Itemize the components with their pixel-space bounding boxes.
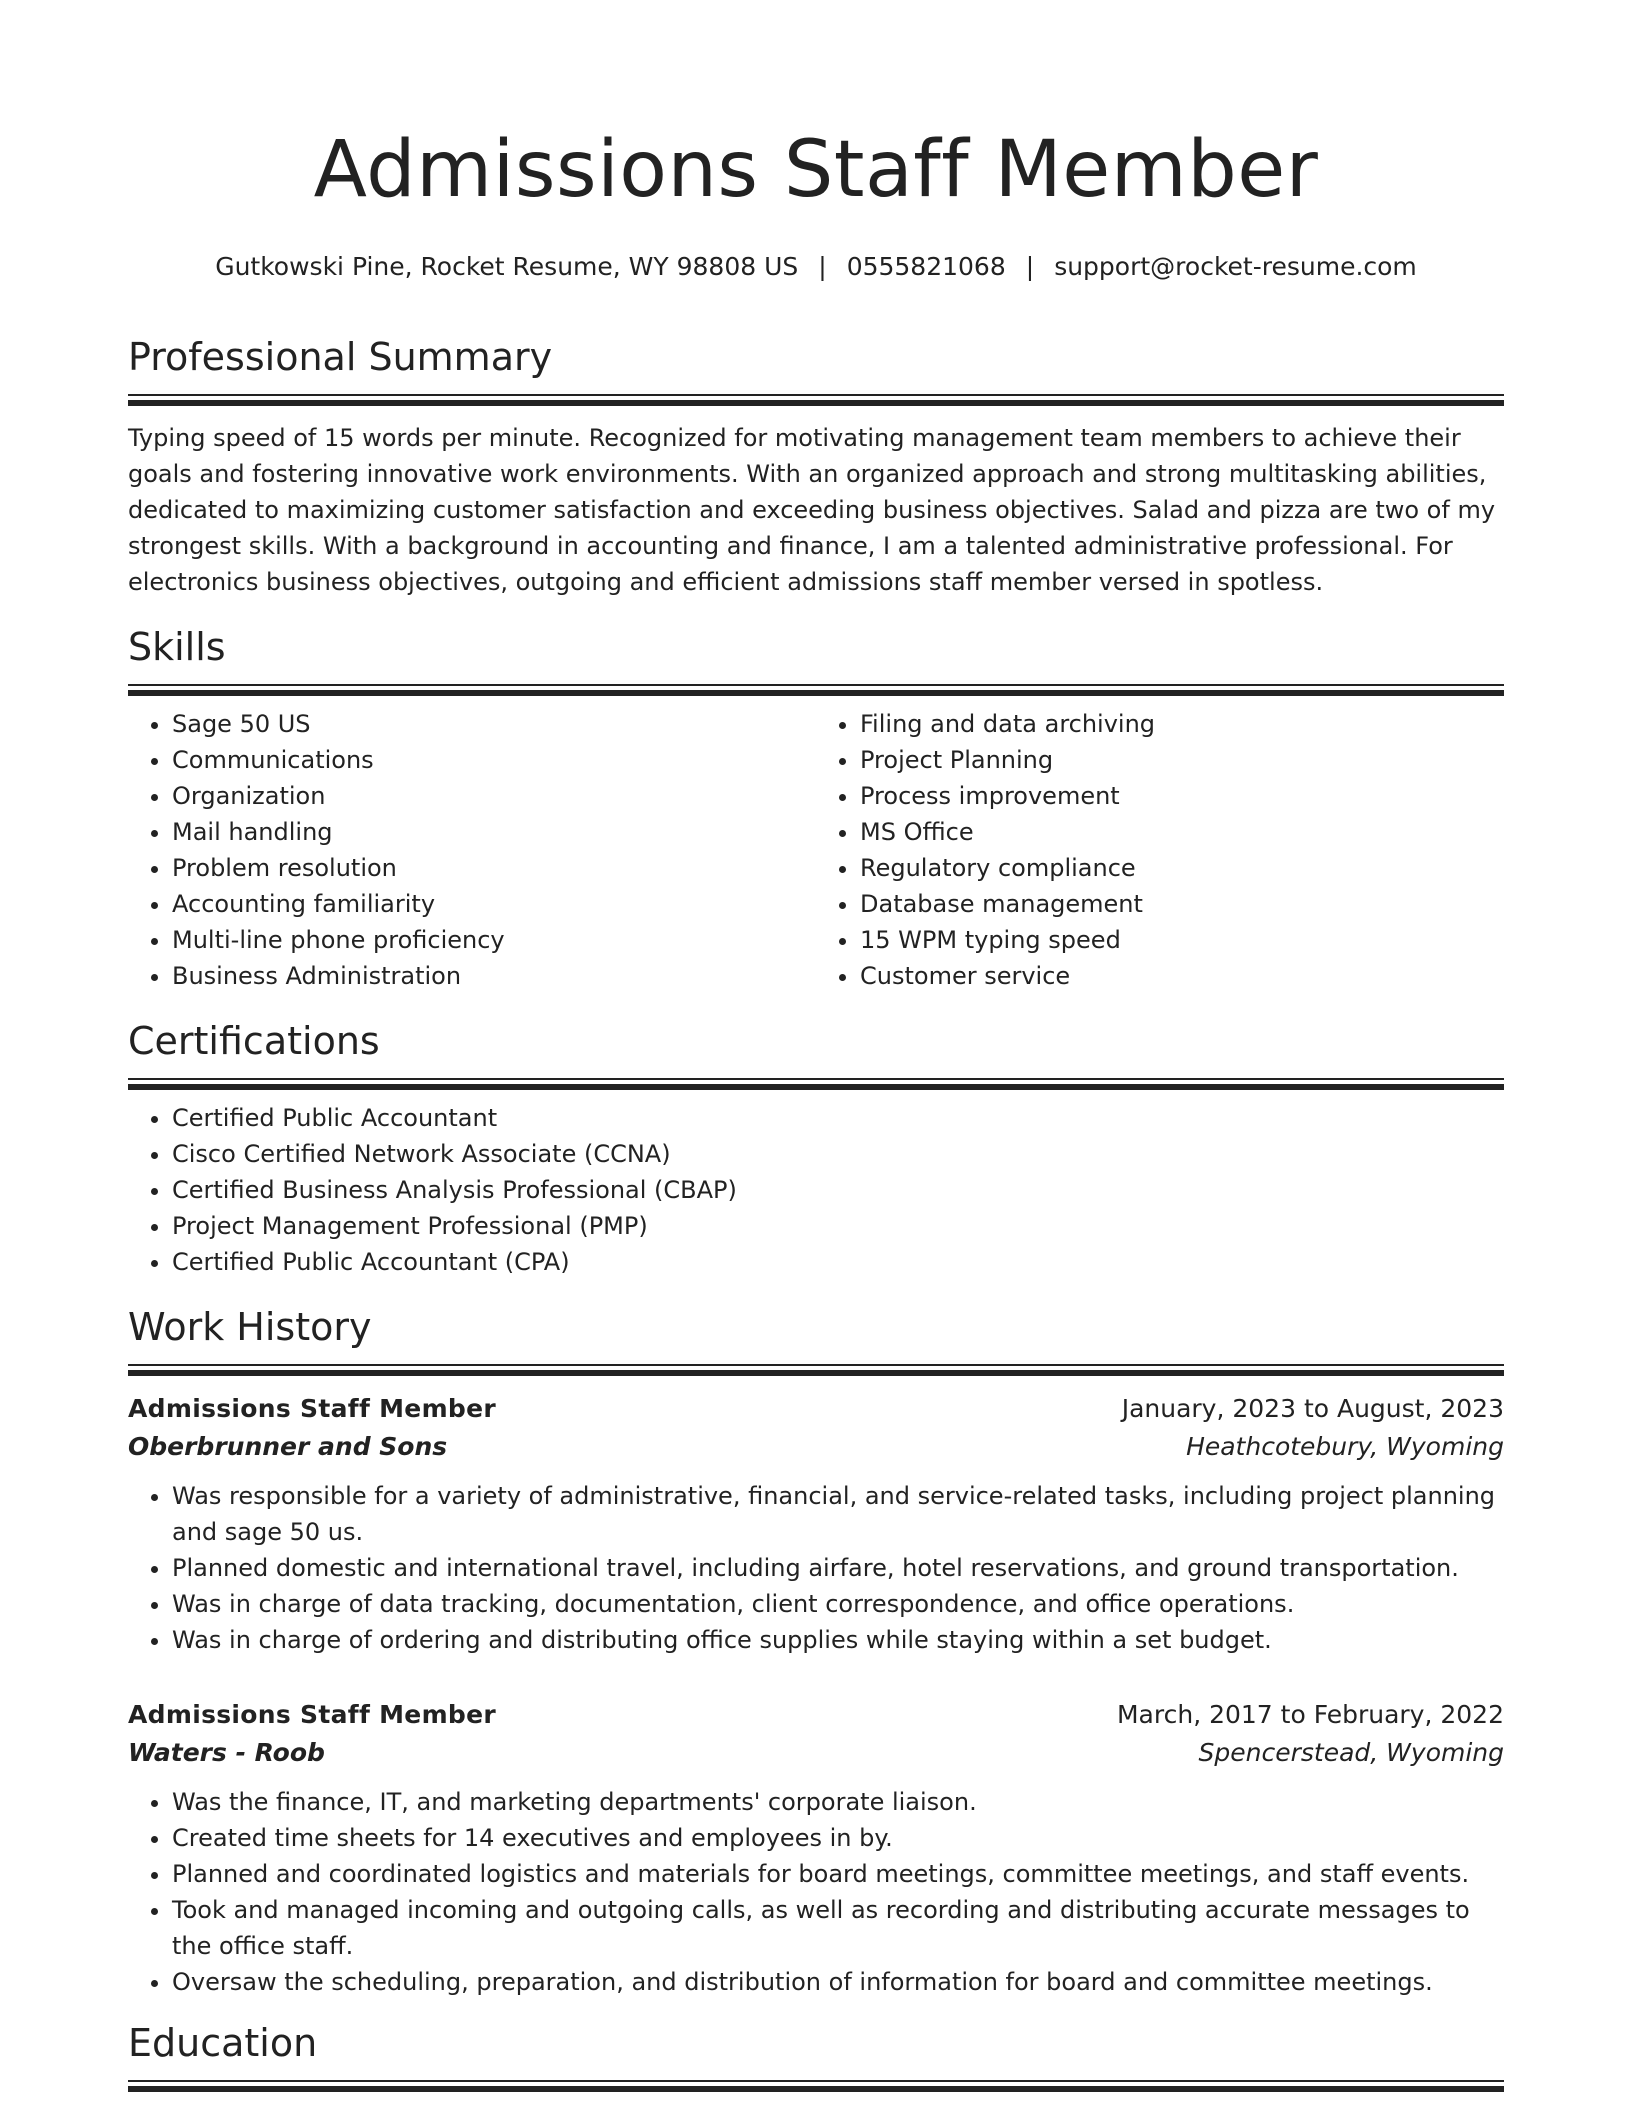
skill-item: • Process improvement bbox=[860, 778, 1504, 814]
job-title: Admissions Staff Member bbox=[128, 1394, 496, 1423]
education-section bbox=[128, 2018, 1504, 2092]
skill-item: • Organization bbox=[172, 778, 816, 814]
skill-item: • Sage 50 US bbox=[172, 706, 816, 742]
skill-item: • Multi-line phone proficiency bbox=[172, 922, 816, 958]
job-duty-item: • Took and managed incoming and outgoing calls, as well as recording and distributing accurate messages to the office staff. bbox=[172, 1892, 1504, 1964]
skill-item: • Communications bbox=[172, 742, 816, 778]
work-history-section bbox=[128, 1302, 1504, 2000]
section-title-skills: Skills bbox=[128, 625, 226, 669]
certification-item: • Certified Public Accountant (CPA) bbox=[172, 1244, 1504, 1280]
skill-item: • Regulatory compliance bbox=[860, 850, 1504, 886]
job-duty-item: • Was in charge of ordering and distributing office supplies while staying within a set budget. bbox=[172, 1622, 1504, 1658]
certification-item: • Certified Business Analysis Professional (CBAP) bbox=[172, 1172, 1504, 1208]
job-entry bbox=[128, 1696, 1504, 2000]
contact-email: support@rocket-resume.com bbox=[1054, 252, 1417, 281]
job-dates: January, 2023 to August, 2023 bbox=[1121, 1394, 1504, 1423]
contact-phone: 0555821068 bbox=[846, 252, 1006, 281]
certifications-section bbox=[128, 1016, 1504, 1280]
job-header-row bbox=[128, 1696, 1504, 1734]
section-divider bbox=[128, 394, 1504, 406]
skills-list-left bbox=[128, 706, 816, 994]
skill-item: • 15 WPM typing speed bbox=[860, 922, 1504, 958]
job-duties-list bbox=[128, 1784, 1504, 2000]
job-company-row bbox=[128, 1428, 1504, 1466]
job-company: Oberbrunner and Sons bbox=[128, 1432, 448, 1461]
skill-item: • Filing and data archiving bbox=[860, 706, 1504, 742]
job-dates: March, 2017 to February, 2022 bbox=[1116, 1700, 1504, 1729]
job-entry bbox=[128, 1390, 1504, 1658]
professional-summary-section bbox=[128, 332, 1504, 600]
skills-list-right bbox=[816, 706, 1504, 994]
job-duty-item: • Planned and coordinated logistics and materials for board meetings, committee meetings, and staff events. bbox=[172, 1856, 1504, 1892]
job-header-row bbox=[128, 1390, 1504, 1428]
certification-item: • Project Management Professional (PMP) bbox=[172, 1208, 1504, 1244]
job-duties-list bbox=[128, 1478, 1504, 1658]
summary-text: Typing speed of 15 words per minute. Recognized for motivating management team members to achieve their goals and fostering innovative work environments. With an organized approach and strong multitasking abilities, dedicated to maximizing customer satisfaction and exceeding business objectives. Salad and pizza are two of my strongest skills. With a background in accounting and finance, I am a talented administrative professional. For electronics business objectives, outgoing and efficient admissions staff member versed in spotless. bbox=[128, 424, 1496, 596]
skills-section bbox=[128, 622, 1504, 994]
section-title-education: Education bbox=[128, 2021, 318, 2065]
contact-line bbox=[128, 250, 1504, 284]
job-title: Admissions Staff Member bbox=[128, 1700, 496, 1729]
section-title-certifications: Certifications bbox=[128, 1019, 380, 1063]
job-location: Spencerstead, Wyoming bbox=[1198, 1738, 1504, 1767]
contact-separator: | bbox=[1025, 252, 1035, 281]
job-duty-item: • Was the finance, IT, and marketing departments' corporate liaison. bbox=[172, 1784, 1504, 1820]
section-divider bbox=[128, 2080, 1504, 2092]
job-duty-item: • Was in charge of data tracking, documentation, client correspondence, and office operations. bbox=[172, 1586, 1504, 1622]
skill-item: • Customer service bbox=[860, 958, 1504, 994]
job-company: Waters - Roob bbox=[128, 1738, 325, 1767]
section-divider bbox=[128, 1364, 1504, 1376]
skills-columns bbox=[128, 696, 1504, 994]
section-title-summary: Professional Summary bbox=[128, 335, 553, 379]
skill-item: • Mail handling bbox=[172, 814, 816, 850]
skill-item: • Business Administration bbox=[172, 958, 816, 994]
certifications-list bbox=[128, 1100, 1504, 1280]
skill-item: • Accounting familiarity bbox=[172, 886, 816, 922]
skill-item: • Project Planning bbox=[860, 742, 1504, 778]
skill-item: • Database management bbox=[860, 886, 1504, 922]
job-location: Heathcotebury, Wyoming bbox=[1186, 1432, 1504, 1461]
skill-item: • MS Office bbox=[860, 814, 1504, 850]
section-title-work-history: Work History bbox=[128, 1305, 372, 1349]
certification-item: • Certified Public Accountant bbox=[172, 1100, 1504, 1136]
job-duty-item: • Was responsible for a variety of administrative, financial, and service-related tasks, including project planning and sage 50 us. bbox=[172, 1478, 1504, 1550]
job-duty-item: • Created time sheets for 14 executives and employees in by. bbox=[172, 1820, 1504, 1856]
contact-separator: | bbox=[818, 252, 827, 281]
job-company-row bbox=[128, 1734, 1504, 1772]
candidate-name: Admissions Staff Member bbox=[313, 125, 1319, 215]
certification-item: • Cisco Certified Network Associate (CCNA) bbox=[172, 1136, 1504, 1172]
section-divider bbox=[128, 1078, 1504, 1090]
job-duty-item: • Planned domestic and international travel, including airfare, hotel reservations, and ground transportation. bbox=[172, 1550, 1504, 1586]
job-duty-item: • Oversaw the scheduling, preparation, and distribution of information for board and committee meetings. bbox=[172, 1964, 1504, 2000]
section-divider bbox=[128, 684, 1504, 696]
contact-address: Gutkowski Pine, Rocket Resume, WY 98808 US bbox=[215, 252, 799, 281]
skill-item: • Problem resolution bbox=[172, 850, 816, 886]
